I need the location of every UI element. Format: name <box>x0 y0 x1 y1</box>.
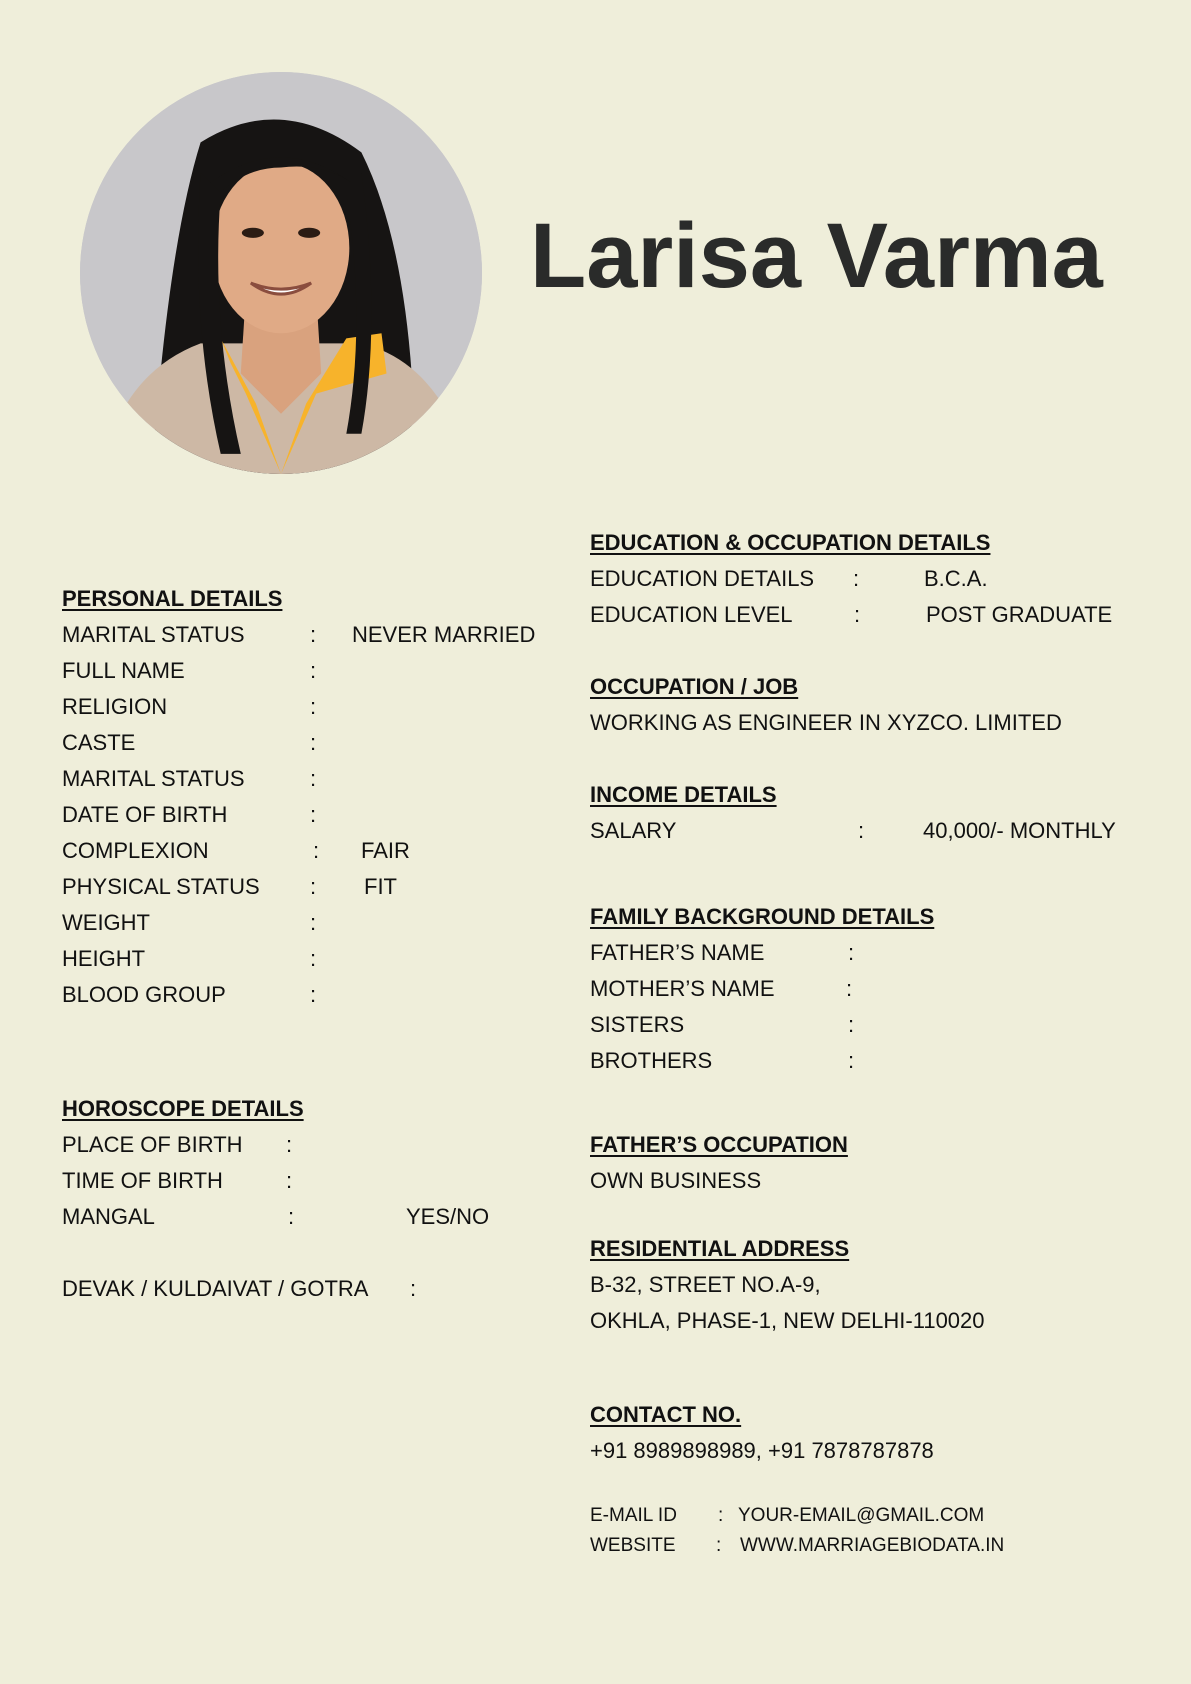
colon: : <box>310 622 317 647</box>
field-label: BLOOD GROUP <box>62 982 226 1007</box>
colon: : <box>310 982 317 1007</box>
colon: : <box>310 730 317 755</box>
colon: : <box>853 566 860 591</box>
field-label: WEBSITE <box>590 1535 676 1556</box>
field-label: PLACE OF BIRTH <box>62 1132 243 1157</box>
field-label: FULL NAME <box>62 658 185 683</box>
field-value: NEVER MARRIED <box>352 622 536 647</box>
field-label: CASTE <box>62 730 136 755</box>
education-heading: EDUCATION & OCCUPATION DETAILS <box>590 530 991 555</box>
field-label: MOTHER’S NAME <box>590 976 775 1001</box>
field-label: FATHER’S NAME <box>590 940 765 965</box>
personal-details-heading: PERSONAL DETAILS <box>62 586 283 611</box>
field-value: FAIR <box>361 838 410 863</box>
father-occupation-text: OWN BUSINESS <box>590 1168 762 1193</box>
field-label: BROTHERS <box>590 1048 713 1073</box>
field-label: WEIGHT <box>62 910 150 935</box>
colon: : <box>848 1048 855 1073</box>
colon: : <box>310 946 317 971</box>
field-label: EDUCATION DETAILS <box>590 566 815 591</box>
field-value: FIT <box>364 874 397 899</box>
colon: : <box>716 1535 722 1556</box>
family-heading: FAMILY BACKGROUND DETAILS <box>590 904 935 929</box>
colon: : <box>854 602 861 627</box>
colon: : <box>310 802 317 827</box>
portrait-image-icon <box>80 72 482 474</box>
address-heading: RESIDENTIAL ADDRESS <box>590 1236 850 1261</box>
address-line-2: OKHLA, PHASE-1, NEW DELHI-110020 <box>590 1308 985 1333</box>
colon: : <box>310 874 317 899</box>
field-label: MANGAL <box>62 1204 155 1229</box>
candidate-name: Larisa Varma <box>530 205 1103 307</box>
occupation-heading: OCCUPATION / JOB <box>590 674 799 699</box>
occupation-text: WORKING AS ENGINEER IN XYZCO. LIMITED <box>590 710 1062 735</box>
field-value: YES/NO <box>406 1204 490 1229</box>
profile-photo <box>80 72 482 474</box>
colon: : <box>286 1168 293 1193</box>
address-line-1: B-32, STREET NO.A-9, <box>590 1272 821 1297</box>
field-label: EDUCATION LEVEL <box>590 602 793 627</box>
field-value: 40,000/- MONTHLY <box>923 818 1116 843</box>
colon: : <box>310 910 317 935</box>
field-label: SALARY <box>590 818 677 843</box>
father-occupation-heading: FATHER’S OCCUPATION <box>590 1132 848 1157</box>
field-label: MARITAL STATUS <box>62 766 245 791</box>
field-value: B.C.A. <box>924 566 988 591</box>
field-label: SISTERS <box>590 1012 685 1037</box>
colon: : <box>410 1276 417 1301</box>
colon: : <box>310 658 317 683</box>
website-link[interactable]: WWW.MARRIAGEBIODATA.IN <box>740 1535 1005 1556</box>
colon: : <box>286 1132 293 1157</box>
income-heading: INCOME DETAILS <box>590 782 777 807</box>
colon: : <box>313 838 320 863</box>
email-link[interactable]: YOUR-EMAIL@GMAIL.COM <box>738 1505 985 1526</box>
field-label: E-MAIL ID <box>590 1505 677 1526</box>
contact-phones[interactable]: +91 8989898989, +91 7878787878 <box>590 1438 934 1463</box>
horoscope-details-heading: HOROSCOPE DETAILS <box>62 1096 304 1121</box>
field-label: DATE OF BIRTH <box>62 802 228 827</box>
field-label: TIME OF BIRTH <box>62 1168 223 1193</box>
colon: : <box>858 818 865 843</box>
colon: : <box>846 976 853 1001</box>
field-label: MARITAL STATUS <box>62 622 245 647</box>
field-label: RELIGION <box>62 694 168 719</box>
contact-heading: CONTACT NO. <box>590 1402 742 1427</box>
colon: : <box>718 1505 724 1526</box>
colon: : <box>848 940 855 965</box>
field-label: HEIGHT <box>62 946 146 971</box>
colon: : <box>310 766 317 791</box>
colon: : <box>310 694 317 719</box>
field-label: COMPLEXION <box>62 838 209 863</box>
colon: : <box>288 1204 295 1229</box>
colon: : <box>848 1012 855 1037</box>
field-label: DEVAK / KULDAIVAT / GOTRA <box>62 1276 369 1301</box>
field-value: POST GRADUATE <box>926 602 1113 627</box>
field-label: PHYSICAL STATUS <box>62 874 260 899</box>
